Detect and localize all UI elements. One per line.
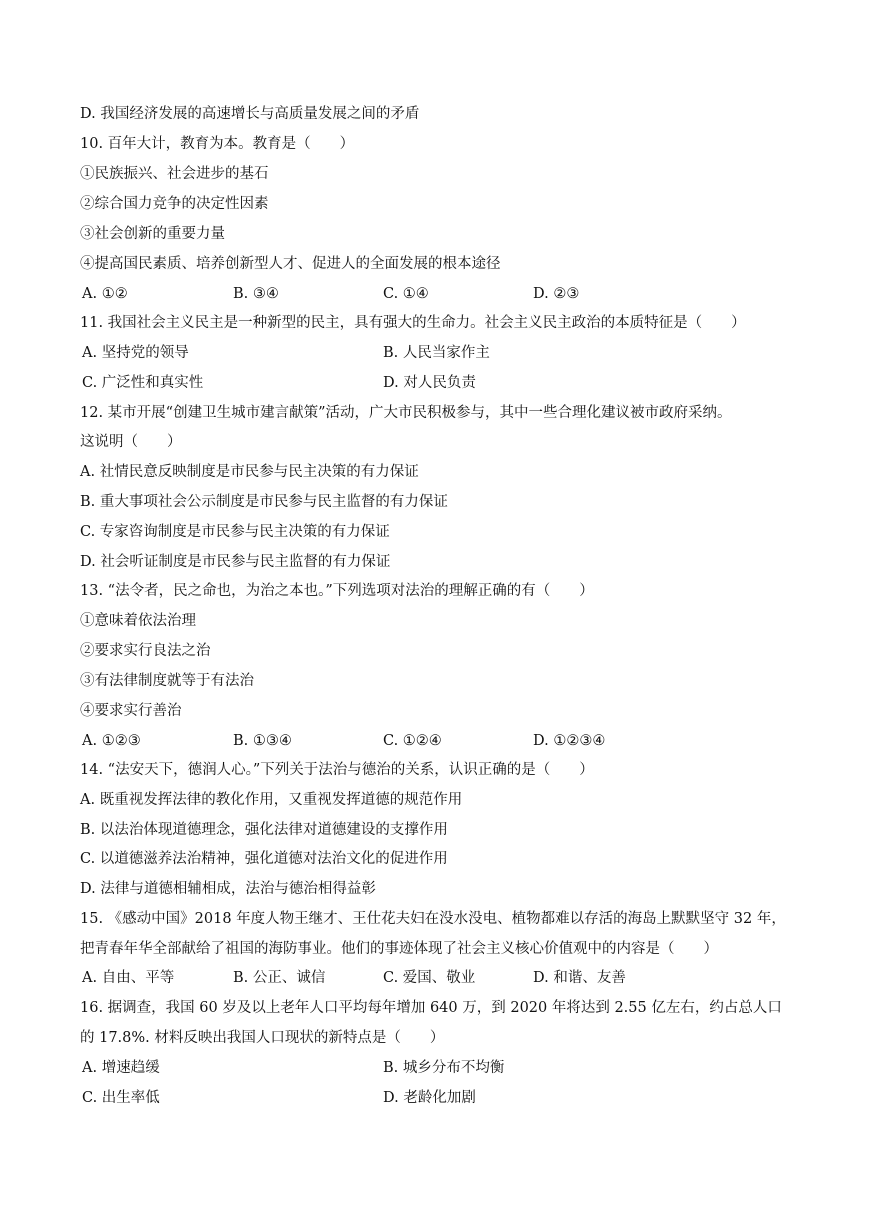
q16-option-b: B. 城乡分布不均衡 (383, 1060, 505, 1076)
q10-option-d: D. ②③ (533, 286, 580, 302)
q13-option-a: A. ①②③ (82, 733, 141, 749)
q14-option-a: A. 既重视发挥法律的教化作用，又重视发挥道德的规范作用 (80, 792, 463, 808)
q11-option-d: D. 对人民负责 (383, 375, 476, 391)
q11-option-c: C. 广泛性和真实性 (82, 375, 204, 391)
q13-item-2: ②要求实行良法之治 (80, 643, 211, 659)
q14-option-d: D. 法律与道德相辅相成，法治与德治相得益彰 (80, 881, 376, 897)
q15-option-b: B. 公正、诚信 (233, 970, 326, 986)
q10-item-3: ③社会创新的重要力量 (80, 226, 225, 242)
q12-option-d: D. 社会听证制度是市民参与民主监督的有力保证 (80, 554, 391, 570)
q15-option-d: D. 和谐、友善 (533, 970, 626, 986)
q10-item-4: ④提高国民素质、培养创新型人才、促进人的全面发展的根本途径 (80, 256, 501, 272)
q10-option-a: A. ①② (82, 286, 128, 302)
q10-item-2: ②综合国力竞争的决定性因素 (80, 196, 269, 212)
q13-item-1: ①意味着依法治理 (80, 613, 196, 629)
q9-option-d: D. 我国经济发展的高速增长与高质量发展之间的矛盾 (80, 106, 420, 122)
q16-stem-line2: 的 17.8%. 材料反映出我国人口现状的新特点是（ ） (80, 1030, 445, 1046)
q12-option-a: A. 社情民意反映制度是市民参与民主决策的有力保证 (80, 464, 419, 480)
q13-stem: 13. “法令者，民之命也，为治之本也。”下列选项对法治的理解正确的有（ ） (80, 583, 594, 599)
q13-option-b: B. ①③④ (233, 733, 292, 749)
q11-option-b: B. 人民当家作主 (383, 345, 490, 361)
q13-option-c: C. ①②④ (383, 733, 442, 749)
q12-option-b: B. 重大事项社会公示制度是市民参与民主监督的有力保证 (80, 494, 448, 510)
q14-option-b: B. 以法治体现道德理念，强化法律对道德建设的支撑作用 (80, 822, 448, 838)
q15-stem-line2: 把青春年华全部献给了祖国的海防事业。他们的事迹体现了社会主义核心价值观中的内容是（ ） (80, 941, 718, 957)
q10-stem: 10. 百年大计，教育为本。教育是（ ） (80, 136, 355, 152)
q12-stem-line1: 12. 某市开展“创建卫生城市建言献策”活动，广大市民积极参与，其中一些合理化建议被市政府采纳。 (80, 405, 732, 421)
q16-option-a: A. 增速趋缓 (82, 1060, 160, 1076)
q16-option-c: C. 出生率低 (82, 1090, 160, 1106)
q10-option-c: C. ①④ (383, 286, 429, 302)
q12-stem-line2: 这说明（ ） (80, 434, 182, 450)
q10-item-1: ①民族振兴、社会进步的基石 (80, 166, 269, 182)
q10-option-b: B. ③④ (233, 286, 279, 302)
q16-stem-line1: 16. 据调查，我国 60 岁及以上老年人口平均每年增加 640 万，到 2020 年将达到 2.55 亿左右，约占总人口 (80, 1000, 782, 1016)
q15-stem-line1: 15. 《感动中国》2018 年度人物王继才、王仕花夫妇在没水没电、植物都难以存活的海岛上默默坚守 32 年， (80, 911, 786, 927)
q15-option-a: A. 自由、平等 (82, 970, 175, 986)
q13-item-4: ④要求实行善治 (80, 703, 182, 719)
q13-item-3: ③有法律制度就等于有法治 (80, 673, 254, 689)
q11-stem: 11. 我国社会主义民主是一种新型的民主，具有强大的生命力。社会主义民主政治的本质特征是（ ） (80, 315, 746, 331)
q16-option-d: D. 老龄化加剧 (383, 1090, 476, 1106)
q14-option-c: C. 以道德滋养法治精神，强化道德对法治文化的促进作用 (80, 851, 448, 867)
q14-stem: 14. “法安天下，德润人心。”下列关于法治与德治的关系，认识正确的是（ ） (80, 762, 594, 778)
q11-option-a: A. 坚持党的领导 (82, 345, 189, 361)
q13-option-d: D. ①②③④ (533, 733, 606, 749)
q15-option-c: C. 爱国、敬业 (383, 970, 476, 986)
q12-option-c: C. 专家咨询制度是市民参与民主决策的有力保证 (80, 524, 390, 540)
